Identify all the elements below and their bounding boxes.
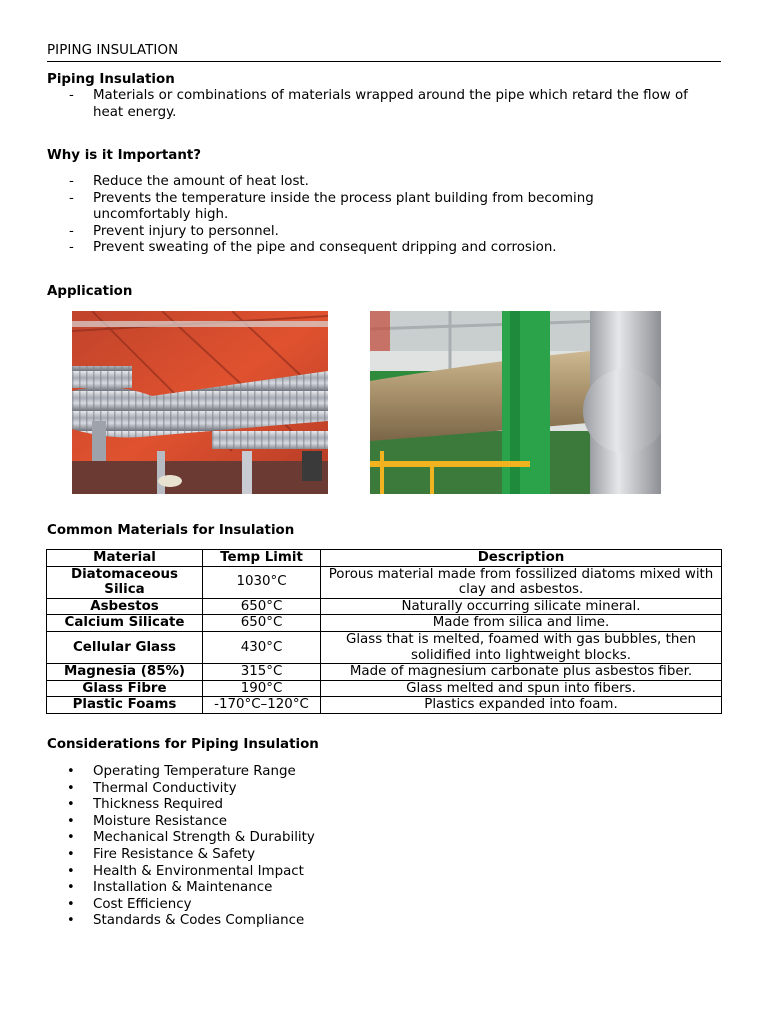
considerations-heading: Considerations for Piping Insulation: [47, 737, 319, 752]
importance-text: Prevent sweating of the pipe and consequent dripping and corrosion.: [93, 240, 557, 256]
bullet-marker: •: [67, 764, 75, 779]
description-cell: Glass that is melted, foamed with gas bubbles, then solidified into lightweight blocks.: [321, 631, 722, 663]
consideration-text: Health & Environmental Impact: [93, 863, 304, 879]
table-header-row: [47, 550, 722, 567]
insulated-pipe-photo-image: [370, 311, 661, 494]
consideration-text: Mechanical Strength & Durability: [93, 830, 315, 846]
table-row: [47, 631, 722, 663]
bullet-marker: •: [67, 880, 75, 896]
column-header-material: Material: [47, 550, 203, 567]
bullet-marker: •: [67, 780, 75, 796]
consideration-text: Thickness Required: [93, 797, 224, 813]
material-cell: Asbestos: [47, 598, 203, 615]
list-item: [47, 764, 721, 781]
consideration-text: Moisture Resistance: [93, 813, 228, 829]
column-header-temp-limit: Temp Limit: [203, 550, 321, 567]
definition-text: Materials or combinations of materials wrapped around the pipe which retard the flow of heat energy.: [93, 88, 688, 120]
consideration-text: Operating Temperature Range: [93, 764, 296, 779]
list-item: [47, 814, 721, 831]
definition-list: [47, 88, 721, 121]
list-item: [47, 913, 721, 930]
temp-cell: 315°C: [203, 664, 321, 681]
bullet-marker: •: [67, 913, 75, 929]
list-item: [47, 897, 721, 914]
dash-marker: -: [69, 223, 74, 239]
ductwork-photo-image: [72, 311, 328, 494]
table-row: [47, 697, 722, 714]
list-item: [47, 880, 721, 897]
bullet-marker: •: [67, 863, 75, 879]
header-rule: [47, 61, 721, 62]
table-row: [47, 664, 722, 681]
importance-text: Prevent injury to personnel.: [93, 223, 279, 239]
description-cell: Made of magnesium carbonate plus asbestos fiber.: [321, 664, 722, 681]
bullet-marker: •: [67, 830, 75, 846]
list-item: [47, 781, 721, 798]
temp-cell: 650°C: [203, 598, 321, 615]
description-cell: Naturally occurring silicate mineral.: [321, 598, 722, 615]
list-item: [47, 797, 721, 814]
insulated-pipe-photo: [370, 311, 661, 494]
temp-cell: 650°C: [203, 615, 321, 632]
materials-heading: Common Materials for Insulation: [47, 523, 295, 538]
material-cell: Cellular Glass: [47, 631, 203, 663]
importance-list: [47, 174, 721, 257]
consideration-text: Installation & Maintenance: [93, 880, 273, 896]
importance-text: Reduce the amount of heat lost.: [93, 174, 309, 189]
list-item: [47, 240, 721, 257]
dash-marker: -: [69, 174, 74, 189]
material-cell: Calcium Silicate: [47, 615, 203, 632]
temp-cell: -170°C–120°C: [203, 697, 321, 714]
dash-marker: -: [69, 190, 74, 206]
page-header-title: PIPING INSULATION: [47, 43, 179, 58]
bullet-marker: •: [67, 846, 75, 862]
material-cell: Glass Fibre: [47, 680, 203, 697]
considerations-list: [47, 764, 721, 930]
description-cell: Glass melted and spun into fibers.: [321, 680, 722, 697]
table-row: [47, 680, 722, 697]
list-item: [47, 191, 721, 224]
description-cell: Plastics expanded into foam.: [321, 697, 722, 714]
table-row: [47, 598, 722, 615]
bullet-marker: •: [67, 896, 75, 912]
list-item: [47, 224, 721, 241]
consideration-text: Thermal Conductivity: [93, 780, 237, 796]
materials-table: [46, 549, 722, 714]
description-cell: Made from silica and lime.: [321, 615, 722, 632]
consideration-text: Cost Efficiency: [93, 896, 192, 912]
consideration-text: Standards & Codes Compliance: [93, 913, 305, 929]
temp-cell: 1030°C: [203, 566, 321, 598]
list-item: [47, 88, 721, 121]
importance-text: Prevents the temperature inside the process plant building from becoming uncomfortably high.: [93, 190, 594, 223]
material-cell: Diatomaceous Silica: [47, 566, 203, 598]
table-row: [47, 566, 722, 598]
application-heading: Application: [47, 284, 133, 299]
list-item: [47, 174, 721, 191]
bullet-marker: •: [67, 813, 75, 829]
material-cell: Magnesia (85%): [47, 664, 203, 681]
importance-heading: Why is it Important?: [47, 148, 202, 163]
column-header-description: Description: [321, 550, 722, 567]
description-cell: Porous material made from fossilized diatoms mixed with clay and asbestos.: [321, 566, 722, 598]
table-row: [47, 615, 722, 632]
material-cell: Plastic Foams: [47, 697, 203, 714]
definition-heading: Piping Insulation: [47, 72, 175, 87]
consideration-text: Fire Resistance & Safety: [93, 846, 256, 862]
dash-marker: -: [69, 88, 74, 103]
temp-cell: 190°C: [203, 680, 321, 697]
list-item: [47, 847, 721, 864]
ductwork-photo: [72, 311, 328, 494]
dash-marker: -: [69, 240, 74, 256]
bullet-marker: •: [67, 797, 75, 813]
temp-cell: 430°C: [203, 631, 321, 663]
list-item: [47, 830, 721, 847]
list-item: [47, 864, 721, 881]
